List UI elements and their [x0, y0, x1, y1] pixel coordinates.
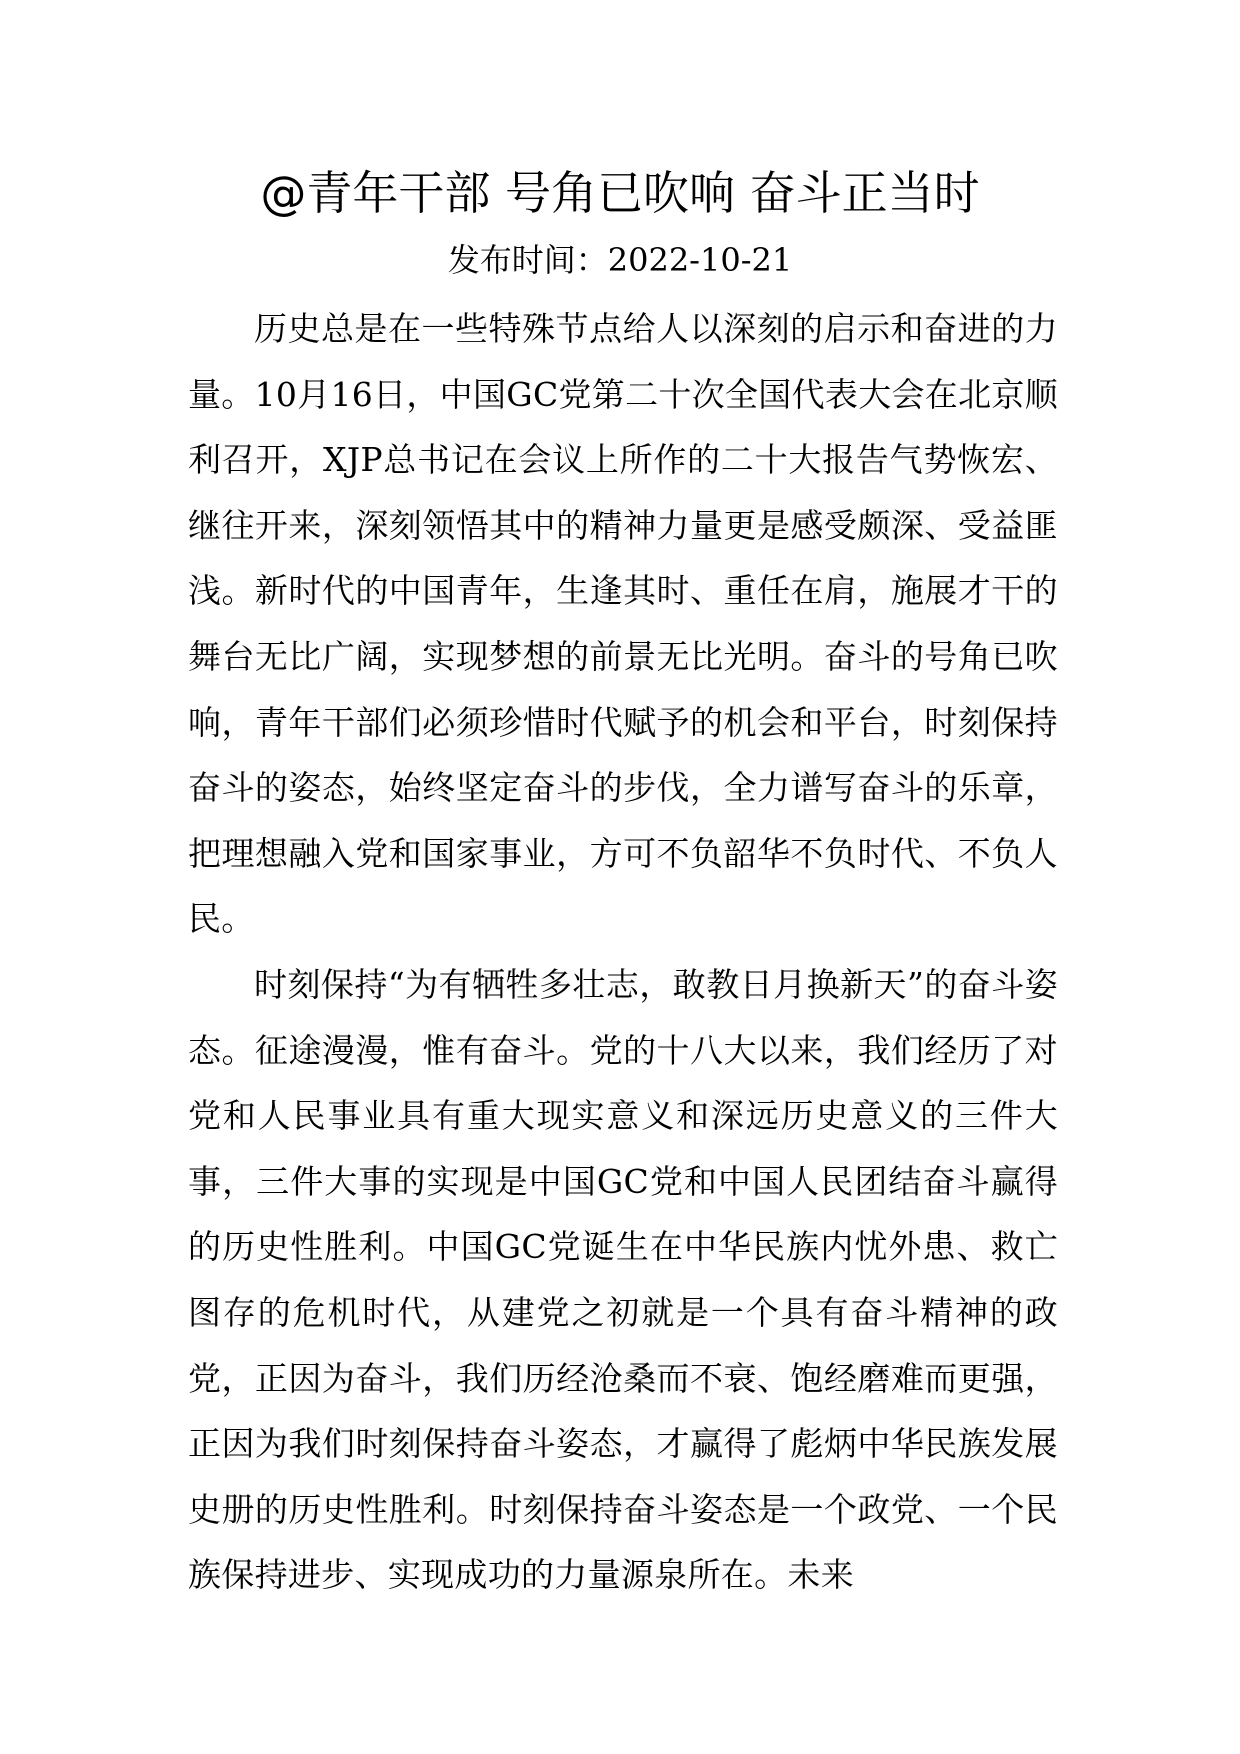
paragraph-1: 历史总是在一些特殊节点给人以深刻的启示和奋进的力量。10月16日，中国GC党第二十次全国代表大会在北京顺利召开，XJP总书记在会议上所作的二十大报告气势恢宏、继往开来，深刻领悟其中的精神力量更是感受颇深、受益匪浅。新时代的中国青年，生逢其时、重任在肩，施展才干的舞台无比广阔，实现梦想的前景无比光明。奋斗的号角已吹响，青年干部们必须珍惜时代赋予的机会和平台，时刻保持奋斗的姿态，始终坚定奋斗的步伐，全力谱写奋斗的乐章，把理想融入党和国家事业，方可不负韶华不负时代、不负人民。	[188, 309, 1058, 939]
article-body	[188, 296, 1058, 1608]
publish-date: 发布时间：2022-10-21	[447, 241, 793, 279]
paragraph-2: 时刻保持“为有牺牲多壮志，敢教日月换新天”的奋斗姿态。征途漫漫，惟有奋斗。党的十八大以来，我们经历了对党和人民事业具有重大现实意义和深远历史意义的三件大事，三件大事的实现是中国GC党和中国人民团结奋斗赢得的历史性胜利。中国GC党诞生在中华民族内忧外患、救亡图存的危机时代，从建党之初就是一个具有奋斗精神的政党，正因为奋斗，我们历经沧桑而不衰、饱经磨难而更强，正因为我们时刻保持奋斗姿态，才赢得了彪炳中华民族发展史册的历史性胜利。时刻保持奋斗姿态是一个政党、一个民族保持进步、实现成功的力量源泉所在。未来	[188, 964, 1058, 1595]
document-title: @青年干部 号角已吹响 奋斗正当时	[260, 166, 980, 220]
